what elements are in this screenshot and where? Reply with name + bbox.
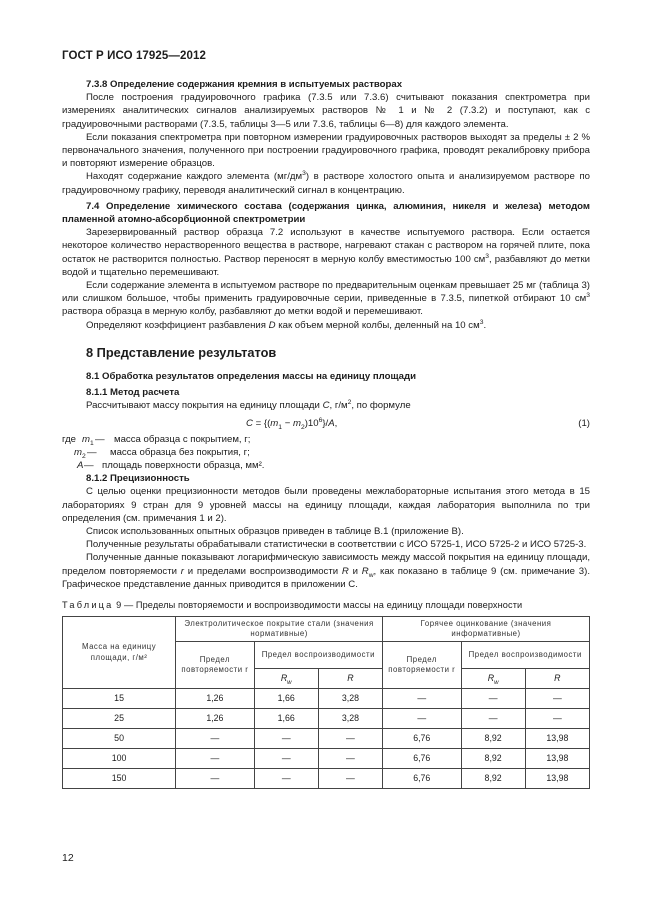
col-header-r-1: R bbox=[318, 669, 382, 689]
table-cell: — bbox=[461, 709, 525, 729]
table-cell: — bbox=[525, 709, 589, 729]
table-cell: 8,92 bbox=[461, 749, 525, 769]
page-body bbox=[62, 78, 590, 789]
section-8-1-1-para: Рассчитывают массу покрытия на единицу площади C, $г/м^2$, по формуле bbox=[86, 399, 411, 412]
table-cell: 8,92 bbox=[461, 729, 525, 749]
table-cell: — bbox=[525, 689, 589, 709]
table-cell: — bbox=[254, 749, 318, 769]
table-cell: 8,92 bbox=[461, 769, 525, 789]
table-cell: — bbox=[383, 689, 461, 709]
precision-table bbox=[62, 616, 590, 789]
col-header-reprod-2: Предел воспроизводимости bbox=[461, 642, 589, 669]
table-cell: 13,98 bbox=[525, 749, 589, 769]
standard-header: ГОСТ Р ИСО 17925—2012 bbox=[62, 50, 207, 62]
group-header-hot-dip: Горячее оцинкование (значения информативные) bbox=[383, 617, 590, 642]
table-cell: 13,98 bbox=[525, 729, 589, 749]
table-cell: 13,98 bbox=[525, 769, 589, 789]
section-8-1-2-para-3: Полученные результаты обрабатывали статистически в соответствии с ИСО 5725-1, ИСО 5725-2 и ИСО 5725-3. bbox=[86, 539, 587, 551]
table-cell: 6,76 bbox=[383, 749, 461, 769]
section-7-4-para-3: Определяют коэффициент разбавления D как объем мерной колбы, деленный на 10 $см^3$. bbox=[86, 318, 487, 331]
table-row bbox=[63, 749, 590, 769]
table-row bbox=[63, 729, 590, 749]
table-caption: Таблица 9 — Пределы повторяемости и воспроизводимости массы на единицу площади поверхности bbox=[62, 600, 523, 611]
section-8-title: 8 Представление результатов bbox=[86, 344, 277, 360]
table-cell: — bbox=[318, 769, 382, 789]
table-cell: 15 bbox=[63, 689, 176, 709]
section-8-1-2-para-2: Список использованных опытных образцов приведен в таблице В.1 (приложение В). bbox=[86, 526, 464, 538]
section-7-4-para-1: Зарезервированный раствор образца 7.2 используют в качестве испытуемого раствора. Если остается некоторое количество нерастворенного вещества в растворе, нагревают стакан с раствором на горячей плите, пока остаток не растворится полностью. Раствор переносят в мерную колбу вместимостью 100 $см^3$, разбавляют до метки водой и тщательно перемешивают. bbox=[62, 227, 591, 278]
table-row bbox=[63, 689, 590, 709]
section-8-1-1-title: 8.1.1 Метод расчета bbox=[86, 387, 180, 399]
where-item: A — площадь поверхности образца, мм². bbox=[77, 460, 265, 472]
table-cell: 1,26 bbox=[176, 689, 254, 709]
where-item: $m_2$ — масса образца без покрытия, г; bbox=[74, 446, 250, 460]
table-cell: — bbox=[383, 709, 461, 729]
table-cell: 3,28 bbox=[318, 689, 382, 709]
group-header-electrolytic: Электролитическое покрытие стали (значения нормативные) bbox=[176, 617, 383, 642]
table-row bbox=[63, 709, 590, 729]
table-cell: — bbox=[176, 769, 254, 789]
section-7-4-para-2: Если содержание элемента в испытуемом растворе по предварительным оценкам превышает 25 мг (таблица 3) или слишком большое, чтобы применить градуировочные серии, приведенные в 7.3.5, пипеткой отбирают 10 $см^3$ раствора образца в мерную колбу, разбавляют до метки водой и перемешивают. bbox=[62, 280, 590, 318]
section-8-1-2-para-4: Полученные данные показывают логарифмическую зависимость между массой покрытия на единицу площади, пределом повторяемости r и пределами воспроизводимости R и $R_w$, как показано в таблице 9 (см. примечание 3). Графическое представление данных приводится в приложении С. bbox=[62, 552, 590, 590]
section-7-3-8-para-1: После построения градуировочного графика (7.3.5 или 7.3.6) считывают показания спектрометра при измерениях аналитических сигналов анализируемых растворов № 1 и № 2 (7.3.2) и поступают, как с градуировочными растворами (7.3.5, таблицы 3—5 или 7.3.6, таблицы 6—8) для каждого элемента. bbox=[62, 92, 590, 130]
section-8-1-2-title: 8.1.2 Прецизионность bbox=[86, 473, 190, 485]
table-cell: 25 bbox=[63, 709, 176, 729]
where-list bbox=[62, 433, 590, 473]
formula-1 bbox=[62, 416, 590, 432]
table-cell: — bbox=[176, 749, 254, 769]
col-header-repeat-2: Предел повторяемости r bbox=[383, 642, 461, 689]
section-7-3-8-para-3: Находят содержание каждого элемента $(мг/дм^3)$ в растворе холостого опыта и анализируемом растворе по градуировочному графику, переводя аналитический сигнал в концентрацию. bbox=[62, 170, 590, 196]
col-header-rw-2: $R_w$ bbox=[461, 669, 525, 689]
table-cell: 1,66 bbox=[254, 709, 318, 729]
table-cell: — bbox=[461, 689, 525, 709]
table-cell: — bbox=[318, 749, 382, 769]
table-cell: 100 bbox=[63, 749, 176, 769]
table-cell: 150 bbox=[63, 769, 176, 789]
table-cell: — bbox=[254, 769, 318, 789]
col-header-repeat-1: Предел повторяемости r bbox=[176, 642, 254, 689]
section-8-1-2-para-1: С целью оценки прецизионности методов были проведены межлабораторные испытания этого метода в 15 лабораториях 9 стран для 9 уровней массы на единицу площади, каждая лаборатория выполнила по три определения (см. примечания 1 и 2). bbox=[62, 486, 590, 524]
section-7-3-8-para-2: Если показания спектрометра при повторном измерении градуировочных растворов выходят за пределы ± 2 % первоначального значения, полученного при построении градуировочного графика, проводят рекалибровку прибора и повторяют измерение образцов. bbox=[62, 131, 590, 170]
table-cell: 1,66 bbox=[254, 689, 318, 709]
table-row bbox=[63, 769, 590, 789]
table-cell: 6,76 bbox=[383, 729, 461, 749]
col-header-r-2: R bbox=[525, 669, 589, 689]
table-cell: — bbox=[176, 729, 254, 749]
where-item: где $m_1$ — масса образца с покрытием, г; bbox=[62, 433, 251, 447]
section-8-1-title: 8.1 Обработка результатов определения массы на единицу площади bbox=[86, 371, 416, 383]
table-cell: 6,76 bbox=[383, 769, 461, 789]
table-cell: 50 bbox=[63, 729, 176, 749]
col-header-mass: Масса на единицу площади, г/м² bbox=[63, 617, 176, 689]
section-7-4-title: 7.4 Определение химического состава (содержания цинка, алюминия, никеля и железа) методом пламенной атомно-абсорбционной спектрометрии bbox=[62, 200, 590, 226]
table-cell: 1,26 bbox=[176, 709, 254, 729]
section-7-3-8-title: 7.3.8 Определение содержания кремния в испытуемых растворах bbox=[86, 79, 403, 90]
formula-number: (1) bbox=[578, 417, 590, 429]
table-cell: — bbox=[318, 729, 382, 749]
table-cell: — bbox=[254, 729, 318, 749]
table-cell: 3,28 bbox=[318, 709, 382, 729]
formula-expression: $C = \{(m_1 - m_2)10^6\}/A$, bbox=[246, 416, 338, 431]
col-header-reprod-1: Предел воспроизводимости bbox=[254, 642, 382, 669]
page-number: 12 bbox=[62, 852, 74, 864]
col-header-rw-1: $R_w$ bbox=[254, 669, 318, 689]
